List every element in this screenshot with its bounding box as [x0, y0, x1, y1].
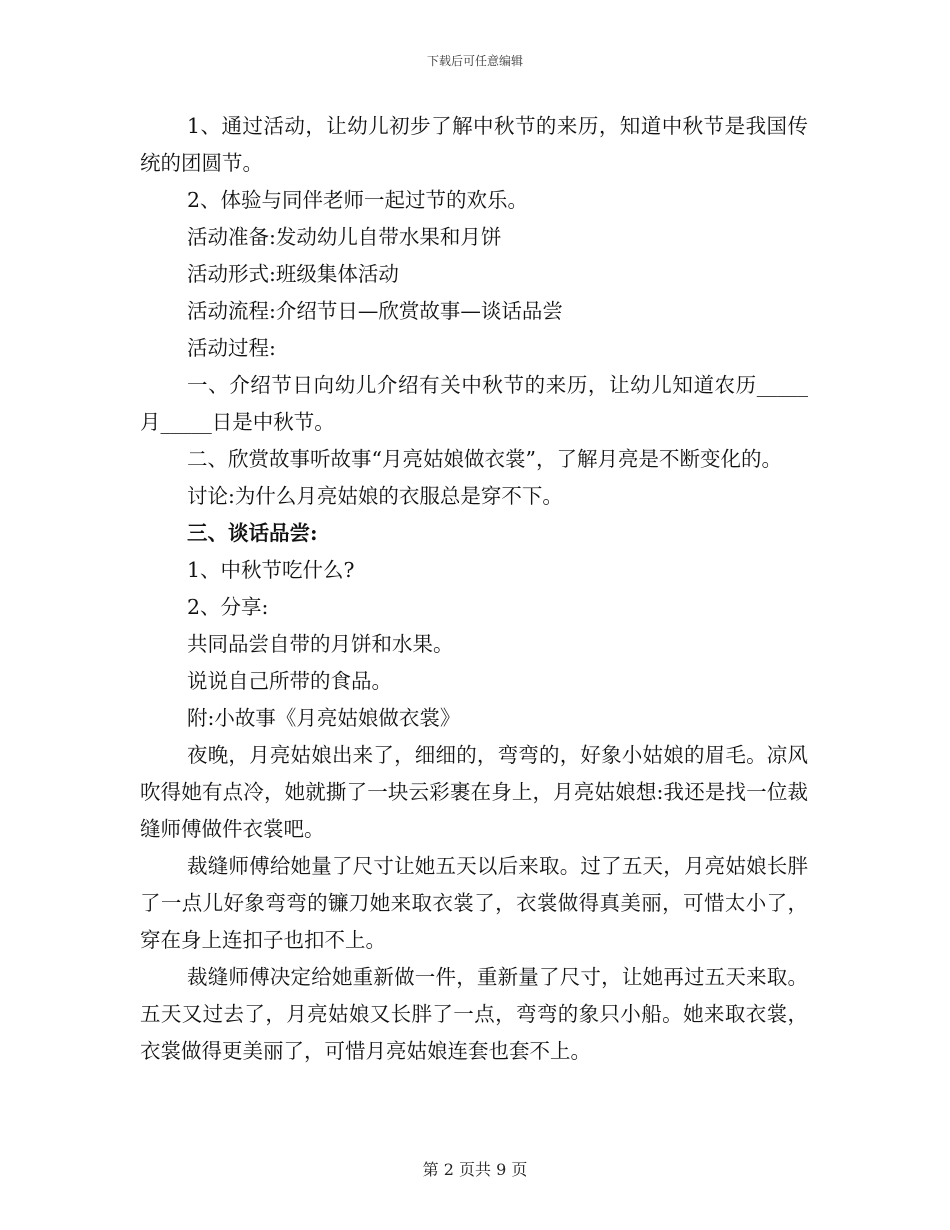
- paragraph: 2、体验与同伴老师一起过节的欢乐。: [187, 188, 529, 212]
- paragraph: 1、中秋节吃什么?: [187, 558, 355, 582]
- paragraph: 2、分享:: [187, 595, 269, 619]
- paragraph: 裁缝师傅决定给她重新做一件，重新量了尺寸，让她再过五天来取。五天又过去了，月亮姑娘又长胖了一点，弯弯的象只小船。她来取衣裳，衣裳做得更美丽了，可惜月亮姑娘连套也套不上。: [140, 965, 808, 1063]
- paragraph: 活动流程:介绍节日—欣赏故事—谈话品尝: [187, 299, 563, 323]
- paragraph: 活动形式:班级集体活动: [187, 262, 399, 286]
- section-heading: 三、谈话品尝:: [187, 521, 318, 545]
- page-number: 第 2 页共 9 页: [422, 1160, 528, 1179]
- document-body: [140, 108, 808, 1070]
- page-header: 下载后可任意编辑: [426, 54, 523, 68]
- paragraph: 一、介绍节日向幼儿介绍有关中秋节的来历，让幼儿知道农历_____月_____日是中秋节。: [140, 373, 808, 434]
- paragraph: 裁缝师傅给她量了尺寸让她五天以后来取。过了五天，月亮姑娘长胖了一点儿好象弯弯的镰刀她来取衣裳了，衣裳做得真美丽，可惜太小了，穿在身上连扣子也扣不上。: [140, 854, 808, 952]
- paragraph: 附:小故事《月亮姑娘做衣裳》: [187, 706, 461, 730]
- paragraph: 活动准备:发动幼儿自带水果和月饼: [187, 225, 502, 249]
- paragraph: 1、通过活动，让幼儿初步了解中秋节的来历，知道中秋节是我国传统的团圆节。: [140, 114, 808, 175]
- paragraph: 共同品尝自带的月饼和水果。: [187, 632, 454, 656]
- paragraph: 说说自己所带的食品。: [187, 669, 392, 693]
- paragraph: 夜晚，月亮姑娘出来了，细细的，弯弯的，好象小姑娘的眉毛。凉风吹得她有点冷，她就撕了一块云彩裹在身上，月亮姑娘想:我还是找一位裁缝师傅做件衣裳吧。: [140, 743, 808, 841]
- paragraph: 活动过程:: [187, 336, 276, 360]
- paragraph: 二、欣赏故事听故事“月亮姑娘做衣裳”，了解月亮是不断变化的。: [187, 447, 782, 471]
- paragraph: 讨论:为什么月亮姑娘的衣服总是穿不下。: [187, 484, 563, 508]
